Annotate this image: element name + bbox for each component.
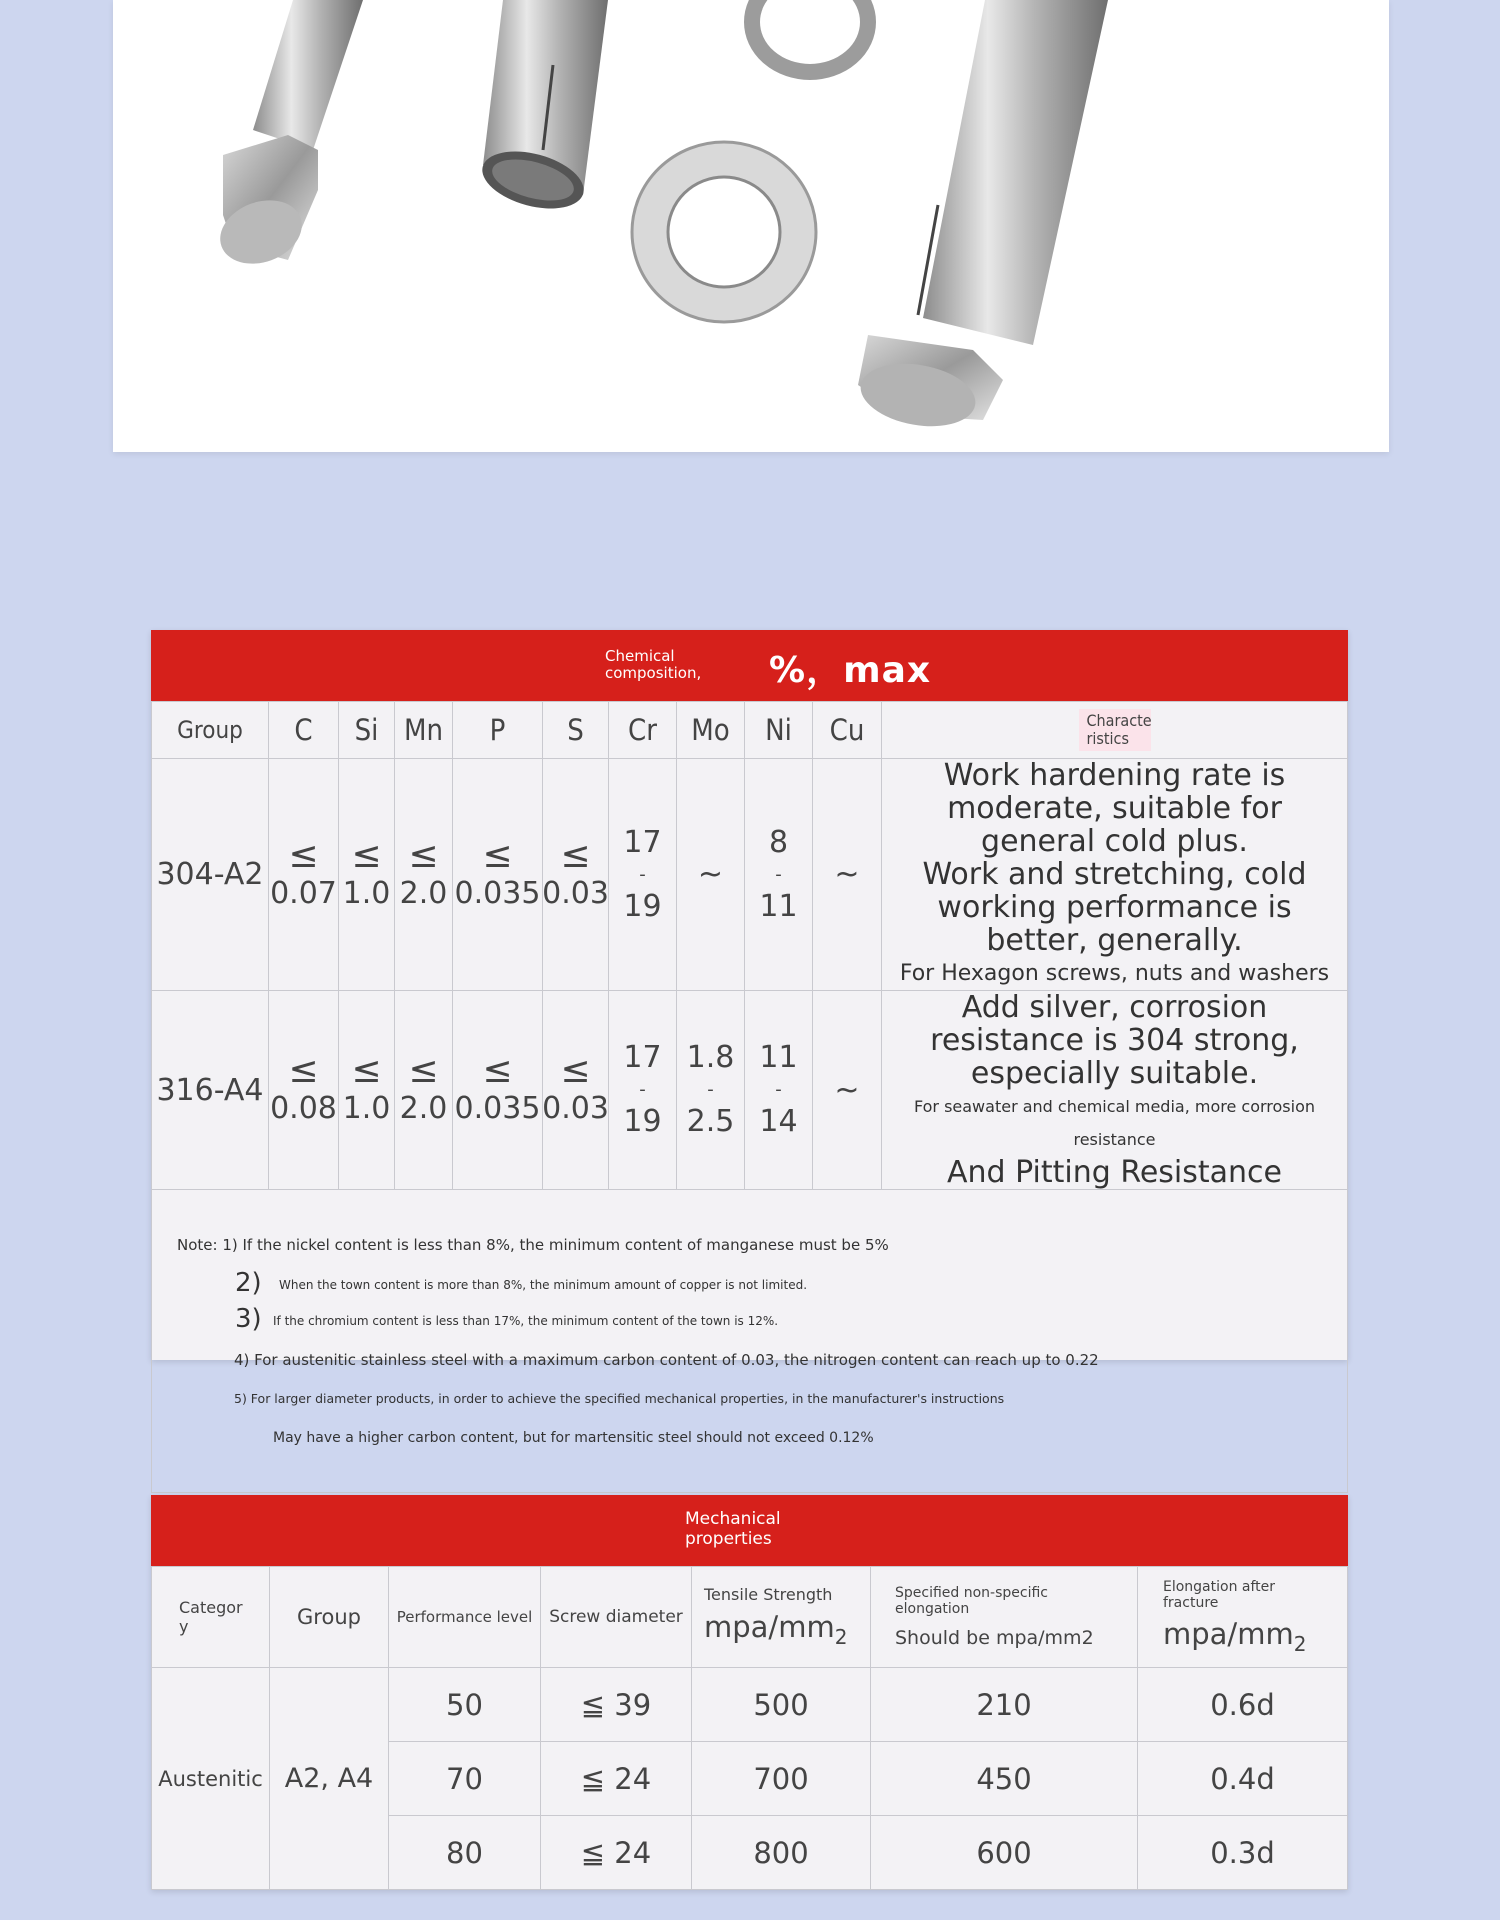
note-2-number: 2) [235,1268,262,1298]
mechanical-title-bar [151,1495,1348,1566]
product-photo [113,0,1389,452]
header-cu: Cu [813,702,882,759]
mechanical-header-row [152,1567,1348,1668]
header-elongation: Elongation after fracture mpa/$mm_2$ [1138,1567,1348,1668]
header-mo: Mo [677,702,745,759]
note-4: 4) For austenitic stainless steel with a maximum carbon content of 0.03, the nitrogen content can reach up to 0.22 [234,1351,1099,1369]
cell-level: 80 [389,1816,541,1890]
header-screw-diameter: Screw diameter [541,1567,692,1668]
row-category: Austenitic [152,1668,270,1890]
mechanical-properties-table [151,1495,1348,1890]
cell-c: ≤ 0.08 [269,991,339,1190]
cell-yield: 600 [871,1816,1138,1890]
row-group: A2, A4 [270,1668,389,1890]
cell-cu: ~ [813,759,882,991]
header-c: C [269,702,339,759]
table-row [152,1668,1348,1742]
cell-si: ≤ 1.0 [339,991,395,1190]
chemical-title-small: Chemical composition, [605,647,702,682]
row-group-304: 304-A2 [152,759,269,991]
note-1: Note: 1) If the nickel content is less than 8%, the minimum content of manganese must be 5% [177,1236,889,1254]
header-characteristics: Characte ristics [882,702,1348,759]
cell-cu: ~ [813,991,882,1190]
note-3: If the chromium content is less than 17%, the minimum content of the town is 12%. [273,1314,779,1328]
cell-tensile: 700 [692,1742,871,1816]
cell-c: ≤ 0.07 [269,759,339,991]
header-performance-level: Performance level [389,1567,541,1668]
note-6: May have a higher carbon content, but for martensitic steel should not exceed 0.12% [273,1430,874,1446]
header-s: S [543,702,609,759]
header-cr: Cr [609,702,677,759]
cell-mo: ~ [677,759,745,991]
cell-diameter: ≦ 39 [541,1668,692,1742]
chemical-header-row [152,702,1348,759]
chemical-grid [151,701,1348,1190]
cell-characteristics: Work hardening rate is moderate, suitable for general cold plus. Work and stretching, cold working performance is better, generally. For Hexagon screws, nuts and washers [882,759,1348,991]
header-category: Categor y [152,1567,270,1668]
cell-p: ≤ 0.035 [453,759,543,991]
cell-level: 70 [389,1742,541,1816]
header-group: Group [270,1567,389,1668]
cell-si: ≤ 1.0 [339,759,395,991]
header-mn: Mn [395,702,453,759]
cell-elongation: 0.6d [1138,1668,1348,1742]
cell-s: ≤ 0.03 [543,759,609,991]
header-p: P [453,702,543,759]
header-si: Si [339,702,395,759]
cell-mn: ≤ 2.0 [395,759,453,991]
spring-washer [752,0,868,72]
header-tensile-strength: Tensile Strength mpa/$mm_2$ [692,1567,871,1668]
row-group-316: 316-A4 [152,991,269,1190]
note-3-number: 3) [235,1304,262,1334]
header-ni: Ni [745,702,813,759]
cell-cr: 17 - 19 [609,991,677,1190]
header-group: Group [152,702,269,759]
chemical-notes [151,1190,1348,1493]
note-2: When the town content is more than 8%, the minimum amount of copper is not limited. [279,1278,808,1292]
cell-level: 50 [389,1668,541,1742]
sleeve-middle [476,0,608,219]
header-yield: Specified non-specific elongation Should be mpa/mm2 [871,1567,1138,1668]
table-row [152,991,1348,1190]
cell-diameter: ≦ 24 [541,1816,692,1890]
chemical-title-big: %，max [769,650,932,691]
cell-ni: 11 - 14 [745,991,813,1190]
cell-cr: 17 - 19 [609,759,677,991]
cell-tensile: 500 [692,1668,871,1742]
cell-diameter: ≦ 24 [541,1742,692,1816]
anchor-bolts-photo [113,0,1389,452]
cell-ni: 8 - 11 [745,759,813,991]
cell-p: ≤ 0.035 [453,991,543,1190]
cell-s: ≤ 0.03 [543,991,609,1190]
cell-elongation: 0.4d [1138,1742,1348,1816]
mechanical-grid [151,1566,1348,1890]
cell-elongation: 0.3d [1138,1816,1348,1890]
cell-yield: 210 [871,1668,1138,1742]
flat-washer [632,142,816,322]
bolt-left [211,0,363,275]
cell-yield: 450 [871,1742,1138,1816]
chemical-composition-table [151,630,1348,1446]
table-row [152,759,1348,991]
cell-tensile: 800 [692,1816,871,1890]
cell-mn: ≤ 2.0 [395,991,453,1190]
mechanical-title: Mechanical properties [685,1509,781,1549]
bolt-right [856,0,1108,435]
chemical-title-bar [151,630,1348,701]
cell-characteristics: Add silver, corrosion resistance is 304 strong, especially suitable. For seawater and chemical media, more corrosion resistance And Pitting Resistance [882,991,1348,1190]
note-5: 5) For larger diameter products, in order to achieve the specified mechanical properties, in the manufacturer's instructions [234,1391,1005,1406]
cell-mo: 1.8 - 2.5 [677,991,745,1190]
